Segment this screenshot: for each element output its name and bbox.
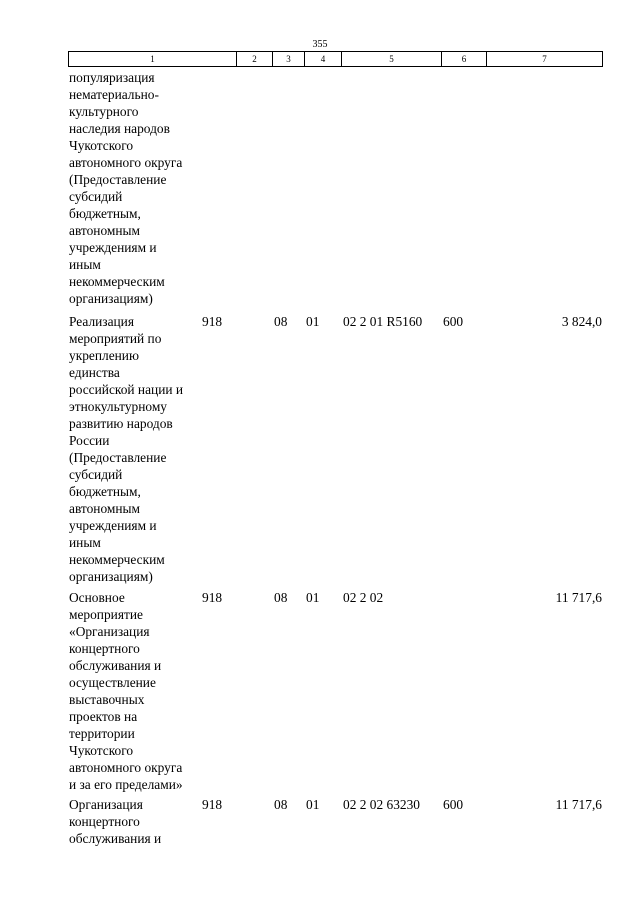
column-header-3: 3	[273, 52, 305, 67]
row-col3: 08	[274, 590, 288, 605]
page-number: 355	[312, 39, 328, 50]
column-header-6: 6	[442, 52, 487, 67]
row-col7: 3 824,0	[561, 314, 602, 329]
row-col7: 11 717,6	[555, 797, 602, 812]
row-col2: 918	[202, 797, 223, 812]
column-header-4: 4	[305, 52, 342, 67]
row-col6: 600	[443, 314, 464, 329]
row-name: Основное мероприятие «Организация концертного обслуживания и осуществление выставочных проектов на территории Чукотского автономного округа и за его пределами»	[69, 590, 183, 792]
row-col4: 01	[306, 590, 320, 605]
column-header-2: 2	[237, 52, 273, 67]
column-header-7: 7	[487, 52, 603, 67]
row-col5: 02 2 01 R5160	[343, 314, 423, 329]
row-col2: 918	[202, 314, 223, 329]
row-col2: 918	[202, 590, 223, 605]
row-name: Реализация мероприятий по укреплению единства российской нации и этнокультурному развитию народов России (Предоставление субсидий бюджетным, автономным учреждениям и иным некоммерческим организациям)	[69, 314, 184, 584]
row-col3: 08	[274, 797, 288, 812]
row-col7: 11 717,6	[555, 590, 602, 605]
column-header-1: 1	[69, 52, 237, 67]
row-name: Организация концертного обслуживания и	[69, 797, 162, 846]
column-header-5: 5	[342, 52, 442, 67]
row-col4: 01	[306, 314, 320, 329]
row-col6: 600	[443, 797, 464, 812]
column-header-row	[68, 51, 603, 67]
row-col3: 08	[274, 314, 288, 329]
row-col5: 02 2 02 63230	[343, 797, 420, 812]
row-col4: 01	[306, 797, 320, 812]
row-col5: 02 2 02	[343, 590, 384, 605]
row-name: популяризация нематериально- культурного наследия народов Чукотского автономного округа (Предоставление субсидий бюджетным, автономным учреждениям и иным некоммерческим организациям)	[69, 70, 183, 306]
